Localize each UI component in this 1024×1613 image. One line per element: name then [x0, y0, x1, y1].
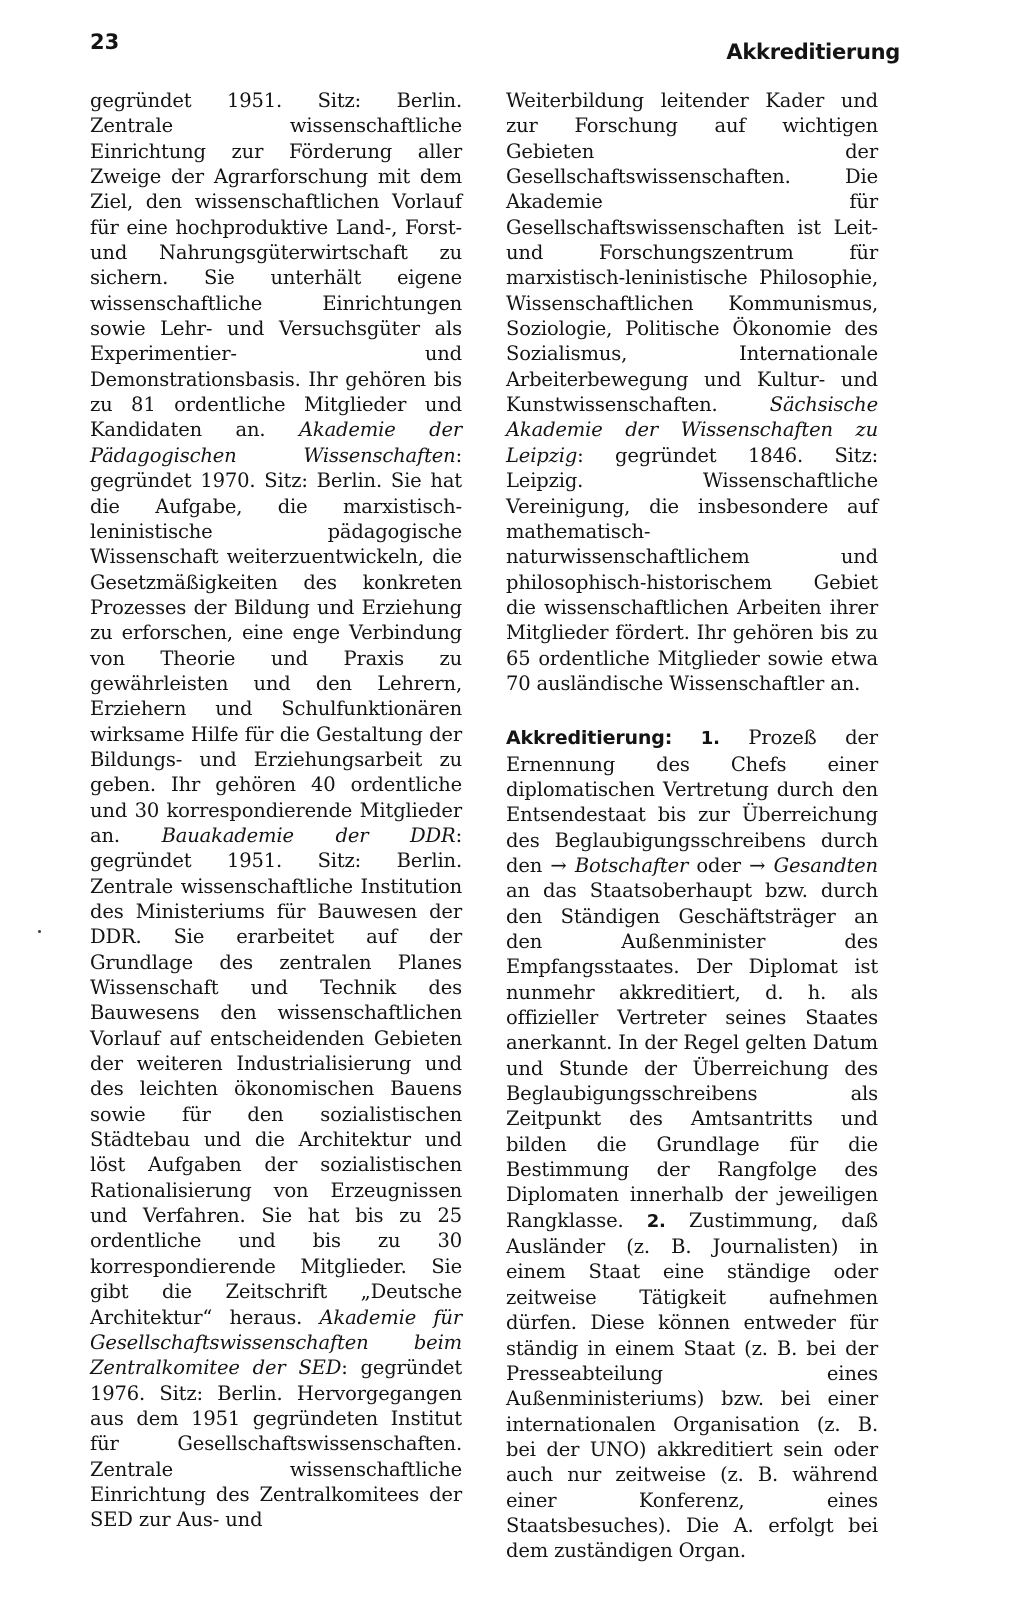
cross-reference-arrow-icon: →: [550, 853, 567, 877]
sense-number-2: 2.: [646, 1210, 666, 1232]
entry-title-bauakademie: Bauakademie der DDR: [161, 823, 456, 847]
entry-text-1: Prozeß der Ernennung des Chefs einer diplomatischen Vertretung durch den Entsendestaat bis zur Überreichung des Beglaubigungsschreibens durch den: [506, 726, 878, 877]
sense-number-1: 1.: [700, 728, 720, 750]
page-number: 23: [90, 30, 120, 54]
cross-reference-arrow-icon: →: [749, 853, 766, 877]
cross-reference-botschafter: Botschafter: [574, 853, 689, 877]
right-text-2: : gegründet 1846. Sitz: Leipzig. Wissenschaftliche Vereinigung, die insbesondere auf mathematisch-naturwissenschaftlichem und philosophisch-historischem Gebiet die wissenschaftlichen Arbeiten ihrer Mitglieder fördert. Ihr gehören bis zu 65 ordentliche Mitglieder sowie etwa 70 ausländische Wissenschaftler an.: [506, 443, 878, 695]
left-paragraph: [90, 88, 462, 1533]
cross-reference-gesandten: Gesandten: [773, 853, 878, 877]
left-column: [90, 88, 462, 1533]
entry-text-2: oder: [696, 853, 741, 877]
left-text-3: : gegründet 1951. Sitz: Berlin. Zentrale wissenschaftliche Institution des Ministeriums für Bauwesen der DDR. Sie erarbeitet auf der Grundlage des zentralen Planes Wissenschaft und Technik des Bauwesens den wissenschaftlichen Vorlauf auf entscheidenden Gebieten der weiteren Industrialisierung und des leichten ökonomischen Bauens sowie für den sozialistischen Städtebau und die Architektur und löst Aufgaben der sozialistischen Rationalisierung von Erzeugnissen und Verfahren. Sie hat bis zu 25 ordentliche und bis zu 30 korrespondierende Mitglieder. Sie gibt die Zeitschrift „Deutsche Architektur“ heraus.: [90, 823, 462, 1329]
left-text-4: : gegründet 1976. Sitz: Berlin. Hervorgegangen aus dem 1951 gegründeten Institut für Gesellschaftswissenschaften. Zentrale wissenschaftliche Einrichtung des Zentralkomitees der SED zur Aus- und: [90, 1356, 462, 1532]
entry-title-paedagogik: Akademie der Pädagogischen Wissenschaften: [90, 418, 462, 467]
entry-akkreditierung: [506, 725, 878, 1563]
right-text-1: Weiterbildung leitender Kader und zur Forschung auf wichtigen Gebieten der Gesellschaftswissenschaften. Die Akademie für Gesellschaftswissenschaften ist Leit- und Forschungszentrum für marxistisch-leninistische Philosophie, Wissenschaftlichen Kommunismus, Soziologie, Politische Ökonomie des Sozialismus, Internationale Arbeiterbewegung und Kultur- und Kunstwissenschaften.: [506, 89, 878, 417]
entry-text-4: Zustimmung, daß Ausländer (z. B. Journalisten) in einem Staat eine ständige oder zeitweise Tätigkeit aufnehmen dürfen. Diese können entweder für ständig in einem Staat (z. B. bei der Presseabteilung eines Außenministeriums) bzw. bei einer internationalen Organisation (z. B. bei der UNO) akkreditiert sein oder auch nur zeitweise (z. B. während einer Konferenz, eines Staatsbesuches). Die A. erfolgt bei dem zuständigen Organ.: [506, 1208, 878, 1563]
left-text-1: gegründet 1951. Sitz: Berlin. Zentrale wissenschaftliche Einrichtung zur Förderung aller Zweige der Agrarforschung mit dem Ziel, den wissenschaftlichen Vorlauf für eine hochproduktive Land-, Forst- und Nahrungsgüterwirtschaft zu sichern. Sie unterhält eigene wissenschaftliche Einrichtungen sowie Lehr- und Versuchsgüter als Experimentier- und Demonstrationsbasis. Ihr gehören bis zu 81 ordentliche Mitglieder und Kandidaten an.: [90, 89, 462, 442]
entry-term: Akkreditierung:: [506, 727, 673, 750]
entry-text-3: an das Staatsoberhaupt bzw. durch den Ständigen Geschäftsträger an den Außenminister des Empfangsstaates. Der Diplomat ist nunmehr akkreditiert, d. h. als offizieller Vertreter seines Staates anerkannt. In der Regel gelten Datum und Stunde der Überreichung des Beglaubigungsschreibens als Zeitpunkt des Amtsantritts und bilden die Grundlage für die Bestimmung der Rangfolge des Diplomaten innerhalb der jeweiligen Rangklasse.: [506, 879, 878, 1232]
right-column: [506, 88, 878, 1564]
scan-speck: [38, 930, 41, 933]
entry-title-gesellschaftswissenschaften: Akademie für Gesellschaftswissenschaften beim Zentralkomitee der SED: [90, 1305, 462, 1380]
left-text-2: : gegründet 1970. Sitz: Berlin. Sie hat die Aufgabe, die marxistisch-leninistische pädagogische Wissenschaft weiterzuentwickeln, die Gesetzmäßigkeiten des konkreten Prozesses der Bildung und Erziehung zu erforschen, eine enge Verbindung von Theorie und Praxis zu gewährleisten und den Lehrern, Erziehern und Schulfunktionären wirksame Hilfe für die Gestaltung der Bildungs- und Erziehungsarbeit zu geben. Ihr gehören 40 ordentliche und 30 korrespondierende Mitglieder an.: [90, 443, 462, 847]
entry-title-saechsische-akademie: Sächsische Akademie der Wissenschaften zu Leipzig: [506, 393, 878, 467]
running-head: Akkreditierung: [726, 40, 900, 64]
right-paragraph-continuation: [506, 88, 878, 696]
